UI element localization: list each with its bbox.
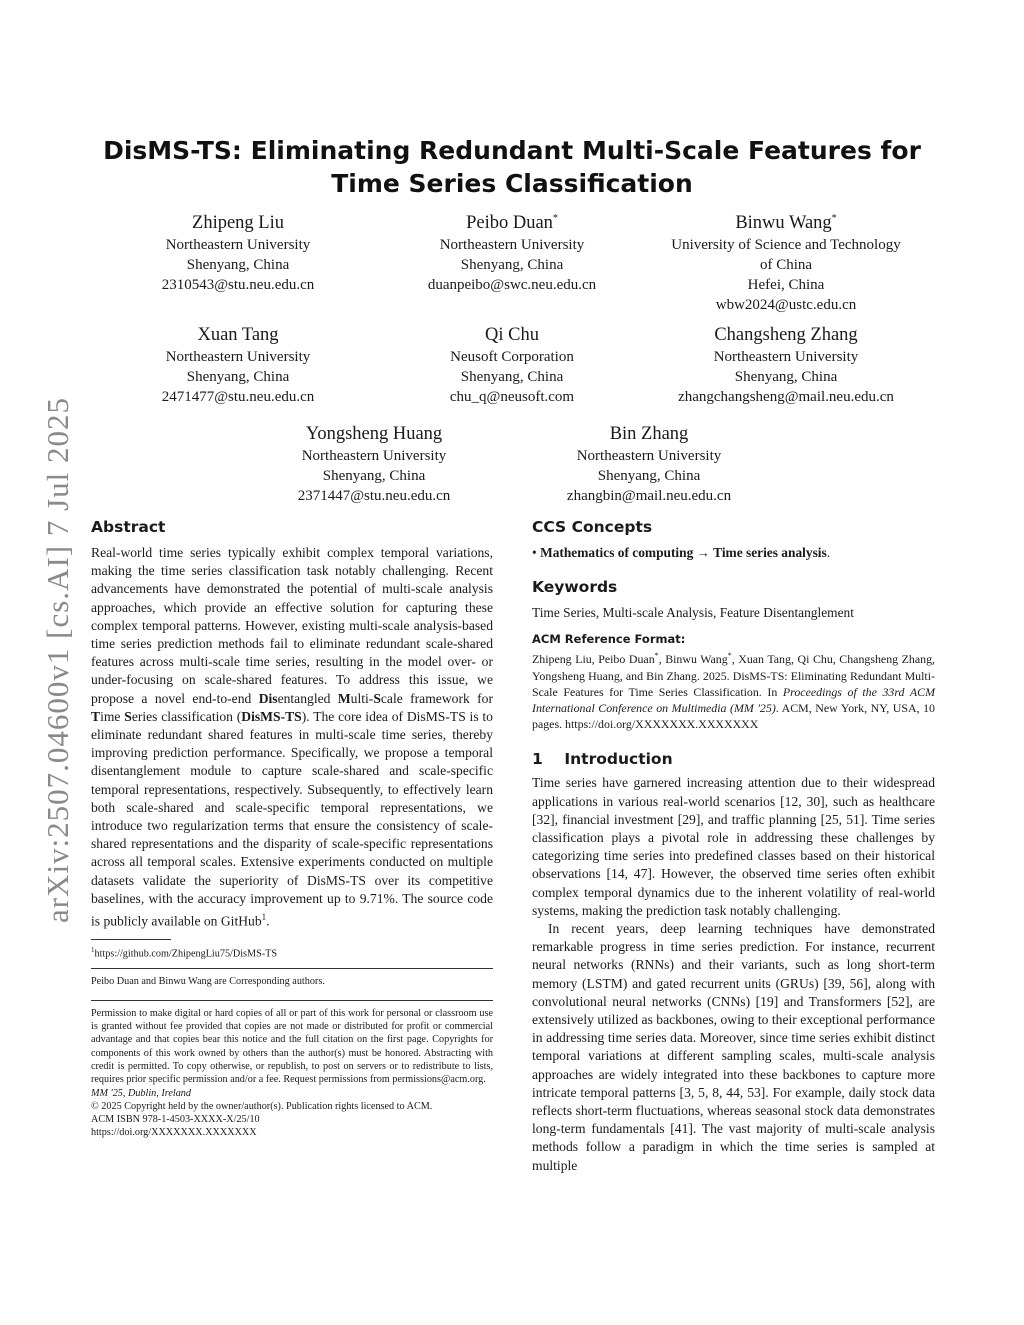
left-column — [91, 516, 493, 1140]
divider — [91, 1000, 493, 1001]
author-block — [78, 324, 398, 407]
intro-paragraph: Time series have garnered increasing attention due to their widespread applications in various real-world scenarios [12, 30], such as healthcare [32], financial investment [29], and traffic planning [25, 51]. Time series classification plays a pivotal role in addressing these challenges by categorizing time series into predefined classes based on their historical observations [14, 47]. However, the observed time series often exhibit complex temporal dynamics due to the inherent volatility of real-world systems, making the prediction task notably challenging. — [532, 775, 935, 918]
acm-ref-heading: ACM Reference Format: — [532, 632, 686, 647]
author-affiliation-cont: of China — [759, 257, 813, 274]
abstract-heading: Abstract — [91, 518, 166, 536]
corresponding-mark: * — [831, 213, 837, 224]
author-block — [626, 207, 946, 315]
author-location: Shenyang, China — [734, 369, 838, 385]
author-block — [214, 423, 534, 506]
keywords-text: Time Series, Multi-scale Analysis, Feature Disentanglement — [532, 605, 854, 621]
author-email: duanpeibo@swc.neu.edu.cn — [427, 277, 597, 294]
intro-paragraph: In recent years, deep learning techniques have demonstrated remarkable progress in time series prediction. For instance, recurrent neural networks (RNNs) and their variants, such as long short-term memory (LSTM) and gated recurrent units (GRUs) [39, 56], along with convolutional neural networks (CNNs) [19] and Transformers [52], are extensively utilized as backbones, owing to their exceptional performance in addressing time series data. Moreover, since time series exhibit distinct temporal variations at different sampling scales, multi-scale analysis approaches are widely integrated into these backbones to capture more intricate temporal patterns [3, 5, 8, 44, 53]. For example, daily stock data reflects short-term fluctuations, whereas seasonal stock data demonstrates long-term fundamentals [41]. The vast majority of multi-scale analysis methods follow a paradigm in which the time series is sampled at multiple — [532, 921, 935, 1173]
copyright-line: © 2025 Copyright held by the owner/author(s). Publication rights licensed to ACM. — [91, 1100, 433, 1112]
author-location: Shenyang, China — [597, 468, 701, 484]
author-block — [78, 207, 398, 295]
author-block — [352, 207, 672, 295]
venue-line: MM '25, Dublin, Ireland — [91, 1087, 191, 1099]
author-affiliation: Neusoft Corporation — [450, 349, 574, 365]
author-email: zhangbin@mail.neu.edu.cn — [566, 488, 732, 504]
corresponding-note: Peibo Duan and Binwu Wang are Corresponding authors. — [91, 976, 325, 988]
author-email: 2471477@stu.neu.edu.cn — [161, 389, 315, 405]
footnote-link[interactable]: https://github.com/ZhipengLiu75/DisMS-TS — [94, 948, 278, 960]
abstract-text: Real-world time series typically exhibit complex temporal variations, making the time series classification task notably challenging. Recent advancements have demonstrated the potential of multi-scale analysis approaches, which provide an effective solution for capturing these complex temporal patterns. However, existing multi-scale analysis-based time series prediction methods fail to eliminate redundant scale-shared features across multi-scale time series, resulting in the model over- or under-focusing on scale-shared features. To address this issue, we propose a novel end-to-end Disentangled Multi-Scale framework for Time Series classification (DisMS-TS). The core idea of DisMS-TS is to eliminate redundant shared features in multi-scale time series, thereby improving prediction performance. Specifically, we propose a temporal disentanglement module to capture scale-shared and scale-specific temporal representations, respectively. Subsequently, to effectively learn both scale-shared and scale-specific temporal representations, we introduce two regularization terms that ensure the consistency of scale-shared representations and the disparity of scale-specific representations across all temporal scales. Extensive experiments conducted on multiple datasets validate the superiority of DisMS-TS over its competitive baselines, with the accuracy improvement up to 9.71%. The source code is publicly available on GitHub$^1$. — [91, 545, 493, 929]
author-block — [489, 423, 809, 506]
author-email: 2371447@stu.neu.edu.cn — [297, 488, 451, 504]
author-location: Shenyang, China — [460, 257, 564, 274]
author-name: Yongsheng Huang — [305, 424, 443, 444]
footnote: $^1$https://github.com/ZhipengLiu75/DisMS-TS — [91, 945, 278, 960]
bullet-icon: • — [532, 545, 537, 560]
author-affiliation: Northeastern University — [576, 448, 722, 464]
author-email: wbw2024@ustc.edu.cn — [715, 297, 857, 314]
isbn-line: ACM ISBN 978-1-4503-XXXX-X/25/10 — [91, 1114, 260, 1126]
author-affiliation: Northeastern University — [439, 237, 585, 254]
footnote-divider — [91, 939, 171, 940]
author-block — [352, 324, 672, 407]
paper-title: DisMS-TS: Eliminating Redundant Multi-Scale Features for Time Series Classification — [103, 136, 921, 198]
ccs-item: • Mathematics of computing → Time series analysis. — [532, 545, 831, 560]
author-affiliation: University of Science and Technology — [671, 237, 901, 254]
author-location: Shenyang, China — [186, 257, 290, 274]
author-name: Bin Zhang — [609, 424, 689, 444]
author-email: chu_q@neusoft.com — [449, 389, 575, 405]
author-block — [626, 324, 946, 407]
keywords-heading: Keywords — [532, 578, 618, 597]
author-name: Qi Chu — [485, 325, 539, 345]
doi-link[interactable]: https://doi.org/XXXXXXX.XXXXXXX — [91, 1127, 257, 1139]
author-affiliation: Northeastern University — [713, 349, 859, 365]
author-affiliation: Northeastern University — [301, 448, 447, 464]
author-location: Shenyang, China — [460, 369, 564, 385]
ccs-heading: CCS Concepts — [532, 518, 653, 536]
author-email: zhangchangsheng@mail.neu.edu.cn — [678, 389, 894, 405]
author-affiliation: Northeastern University — [165, 349, 311, 365]
right-column — [532, 516, 935, 1175]
intro-heading: 1 Introduction — [532, 750, 673, 769]
author-location: Shenyang, China — [322, 468, 426, 484]
divider — [91, 968, 493, 969]
author-name: Changsheng Zhang — [714, 325, 858, 345]
acm-ref-text: Zhipeng Liu, Peibo Duan*, Binwu Wang*, Xuan Tang, Qi Chu, Changsheng Zhang, Yongsheng Huang, and Bin Zhang. 2025. DisMS-TS: Eliminating Redundant Multi-Scale Features for Time Series Classification. In Proceedings of the 33rd ACM International Conference on Multimedia (MM '25). ACM, New York, NY, USA, 10 pages. https://doi.org/XXXXXXX.XXXXXXX — [532, 651, 935, 732]
author-name: Zhipeng Liu — [192, 213, 284, 234]
author-email: 2310543@stu.neu.edu.cn — [161, 277, 315, 294]
arxiv-identifier: arXiv:2507.04600v1 [cs.AI] 7 Jul 2025 — [40, 396, 75, 924]
author-location: Shenyang, China — [186, 369, 290, 385]
author-location: Hefei, China — [747, 277, 825, 294]
author-name: Xuan Tang — [197, 325, 279, 345]
author-name: Binwu Wang — [735, 213, 832, 234]
author-affiliation: Northeastern University — [165, 237, 311, 254]
corresponding-mark: * — [552, 213, 558, 224]
permission-notice: Permission to make digital or hard copies of all or part of this work for personal or classroom use is granted without fee provided that copies are not made or distributed for profit or commercial advantage and that copies bear this notice and the full citation on the first page. Copyrights for components of this work owned by others than the author(s) must be honored. Abstracting with credit is permitted. To copy otherwise, or republish, to post on servers or to redistribute to lists, requires prior specific permission and/or a fee. Request permissions from permissions@acm.org. — [91, 1007, 493, 1086]
author-name: Peibo Duan — [466, 213, 553, 234]
